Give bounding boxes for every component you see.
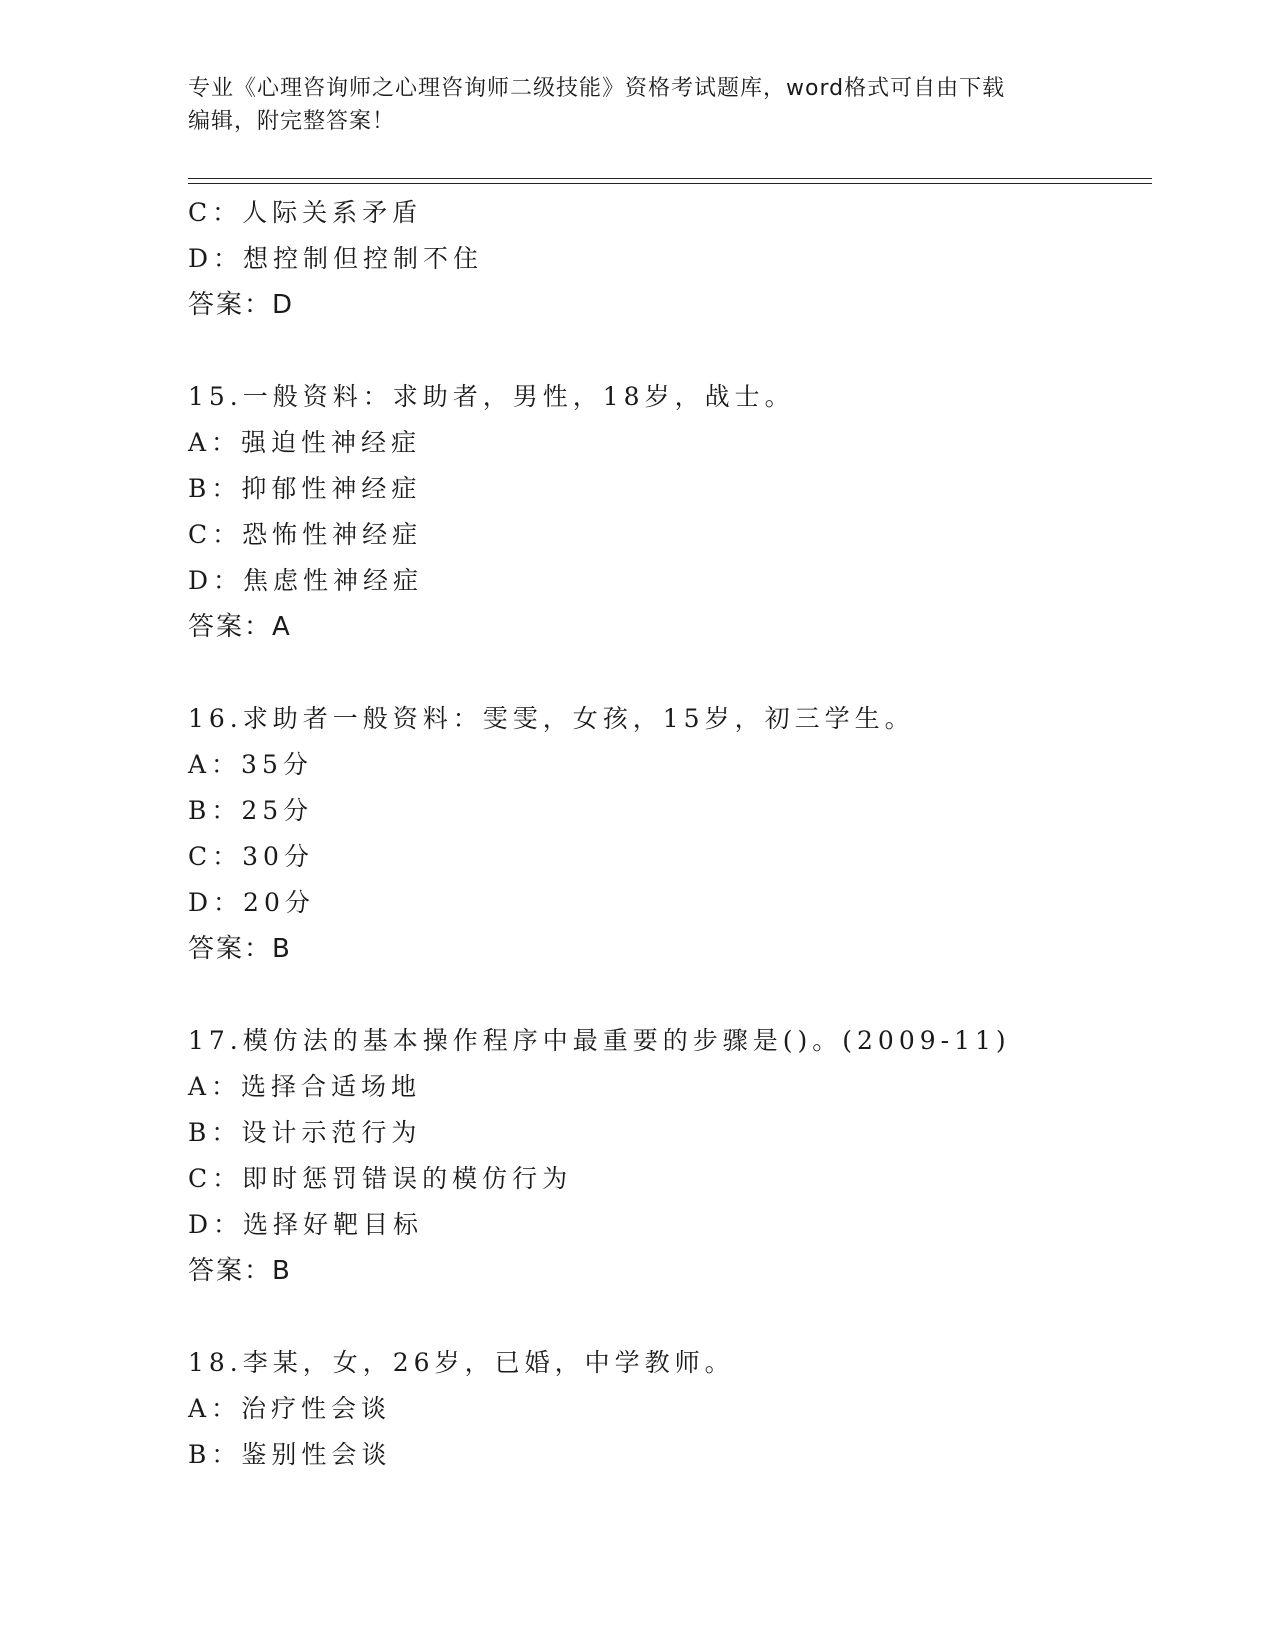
question-18: [188, 1340, 1152, 1478]
question-15: [188, 374, 1152, 650]
option-b: B：25分: [188, 796, 314, 825]
question-stem: 16.求助者一般资料：雯雯，女孩，15岁，初三学生。: [188, 704, 915, 733]
option-b: B：抑郁性神经症: [188, 474, 422, 503]
question-14-tail: [188, 190, 1152, 328]
question-16: [188, 696, 1152, 972]
question-17: [188, 1018, 1152, 1294]
answer: 答案：B: [188, 1256, 292, 1286]
option-a: A：选择合适场地: [188, 1072, 422, 1101]
option-b: B：设计示范行为: [188, 1118, 422, 1147]
spacer: [188, 650, 1152, 696]
header-divider-top: [188, 178, 1152, 179]
header-line-2: 编辑，附完整答案！: [188, 109, 396, 134]
spacer: [188, 972, 1152, 1018]
option-d: D：选择好靶目标: [188, 1210, 424, 1239]
option-c: C：即时惩罚错误的模仿行为: [188, 1164, 573, 1193]
header-divider-bottom: [188, 183, 1152, 184]
option-d: D：20分: [188, 888, 315, 917]
option-c: C：恐怖性神经症: [188, 520, 423, 549]
option-d: D：焦虑性神经症: [188, 566, 424, 595]
question-stem: 15.一般资料：求助者，男性，18岁，战士。: [188, 382, 795, 411]
option-d: D：想控制但控制不住: [188, 244, 484, 273]
document-header: [188, 72, 1088, 138]
option-a: A：强迫性神经症: [188, 428, 422, 457]
option-c: C：人际关系矛盾: [188, 198, 423, 227]
header-line-1: 专业《心理咨询师之心理咨询师二级技能》资格考试题库，word格式可自由下载: [188, 76, 1006, 101]
option-c: C：30分: [188, 842, 314, 871]
answer: 答案：D: [188, 290, 295, 320]
question-list: [188, 190, 1152, 1478]
option-a: A：35分: [188, 750, 313, 779]
question-stem: 18.李某，女，26岁，已婚，中学教师。: [188, 1348, 735, 1377]
answer: 答案：A: [188, 612, 292, 642]
spacer: [188, 1294, 1152, 1340]
answer: 答案：B: [188, 934, 292, 964]
option-b: B：鉴别性会谈: [188, 1440, 392, 1469]
spacer: [188, 328, 1152, 374]
option-a: A：治疗性会谈: [188, 1394, 392, 1423]
question-stem: 17.模仿法的基本操作程序中最重要的步骤是()。(2009-11): [188, 1026, 1011, 1055]
